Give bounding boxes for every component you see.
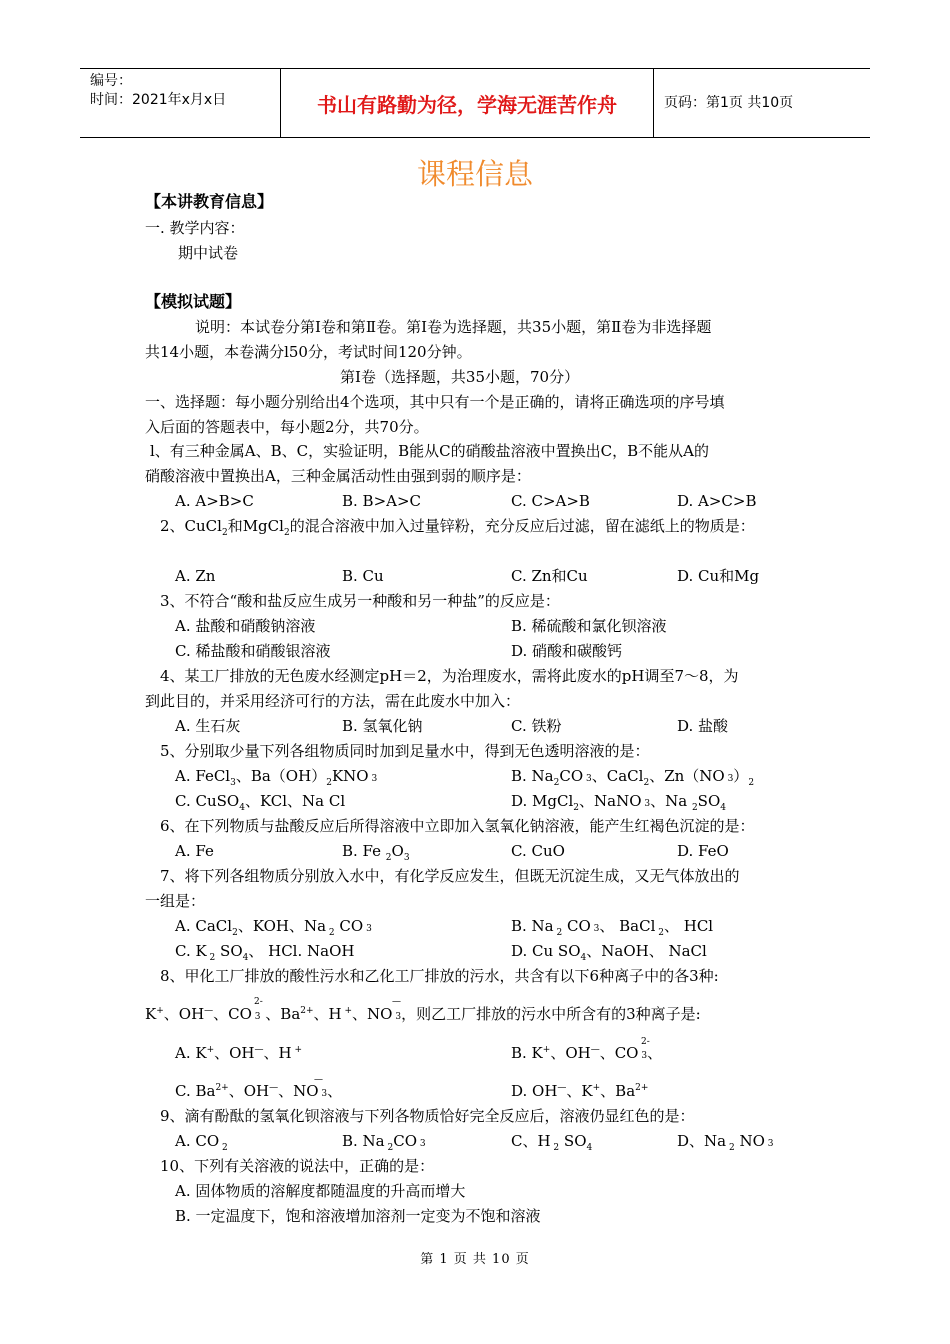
q3-option-c: C. 稀盐酸和硝酸银溶液 [175, 642, 331, 660]
q8-charge-2minus: 2- [254, 997, 263, 1007]
q9-option-c: C、H $_2$ $SO_4$ [511, 1132, 593, 1153]
part1-title: 第Ⅰ卷（选择题，共35小题，70分） [340, 368, 580, 386]
q7-line-2: 一组是： [145, 892, 206, 910]
header-right-cell [654, 69, 870, 137]
header-center-cell [281, 69, 654, 137]
instruction-line-2: 入后面的答题表中，每小题2分，共70分。 [145, 418, 429, 436]
q1-line-2: 硝酸溶液中置换出A，三种金属活动性由强到弱的顺序是： [145, 467, 531, 485]
time-label: 时间：2021年x月x日 [90, 92, 227, 108]
instruction-line-1: 一、选择题：每小题分别给出4个选项，其中只有一个是正确的，请将正确选项的序号填 [145, 393, 725, 411]
q6-option-c: C. CuO [511, 842, 565, 860]
q3-line: 3、不符合“酸和盐反应生成另一种酸和另一种盐”的反应是： [160, 592, 560, 610]
q8-c-charge: — [314, 1075, 323, 1085]
q5-option-a: A. FeCl$_3$、$Ba(OH)_2KNO$ 3 [175, 767, 378, 788]
q1-line-1: l、有三种金属A、B、C，实验证明，B能从C的硝酸盐溶液中置换出C，B不能从A的 [150, 442, 709, 460]
q8-charge-minus: — [392, 997, 401, 1007]
section-heading-info: 【本讲教育信息】 [145, 192, 274, 211]
q6-line: 6、在下列物质与盐酸反应后所得溶液中立即加入氢氧化钠溶液，能产生红褐色沉淀的是： [160, 817, 755, 835]
q8-line-2: K+、OH—、CO 3 、$Ba^{2+}$、H +、NO 3，则乙工厂排放的污水中所含有的3种离子是: [145, 1005, 701, 1023]
q4-option-c: C. 铁粉 [511, 717, 562, 735]
q10-option-a: A. 固体物质的溶解度都随温度的升高而增大 [175, 1182, 466, 1200]
q3-option-a: A. 盐酸和硝酸钠溶液 [175, 617, 316, 635]
q7-option-d: D. Cu $SO_4$、NaOH、 NaCl [511, 942, 707, 963]
header-left-cell [80, 69, 281, 137]
header-table [80, 68, 870, 138]
q2-text-1: 2、CuCl [160, 517, 222, 535]
q10-option-b: B. 一定温度下，饱和溶液增加溶剂一定变为不饱和溶液 [175, 1207, 541, 1225]
q7-option-b: B. Na $_2$ CO 3、 BaCl $_2$、 HCl [511, 917, 714, 938]
q4-line-2: 到此目的，并采用经济可行的方法，需在此废水中加入： [145, 692, 521, 710]
q10-line: 10、下列有关溶液的说法中，正确的是： [160, 1157, 435, 1175]
q7-option-a: A. CaCl$_2$、KOH、Na $_2$ CO 3 [175, 917, 372, 938]
q1-option-b: B. B>A>C [342, 492, 422, 510]
q8-text: ，则乙工厂排放的污水中所含有的3种离子是: [401, 1005, 701, 1023]
q6-option-a: A. Fe [175, 842, 214, 860]
q2-option-c: C. Zn和Cu [511, 567, 588, 585]
q4-option-d: D. 盐酸 [677, 717, 729, 735]
q9-line: 9、滴有酚酞的氢氧化钡溶液与下列各物质恰好完全反应后，溶液仍显红色的是： [160, 1107, 695, 1125]
page-info: 页码：第1页 共10页 [664, 94, 794, 111]
teaching-content-label: 一. 教学内容： [145, 219, 245, 237]
code-label: 编号： [90, 73, 132, 89]
q8-option-a: A. K+、OH—、H + [175, 1044, 303, 1062]
q7-line-1: 7、将下列各组物质分别放入水中，有化学反应发生，但既无沉淀生成，又无气体放出的 [160, 867, 740, 885]
teaching-content-value: 期中试卷 [178, 244, 239, 262]
q2-option-b: B. Cu [342, 567, 384, 585]
q5-option-b: B. $Na_2CO$ 3、CaCl$_2$、Zn（NO $3)_2$ [511, 767, 755, 788]
q2-option-a: A. Zn [175, 567, 216, 585]
q6-option-d: D. FeO [677, 842, 729, 860]
q1-option-c: C. C>A>B [511, 492, 590, 510]
q2-text-2: 和MgCl [227, 517, 284, 535]
motto: 书山有路勤为径，学海无涯苦作舟 [317, 92, 617, 117]
q9-option-b: B. Na $_2$CO 3 [342, 1132, 426, 1153]
q5-line: 5、分别取少量下列各组物质同时加到足量水中，得到无色透明溶液的是： [160, 742, 650, 760]
q2-text-3: 的混合溶液中加入过量锌粉，充分反应后过滤，留在滤纸上的物质是： [289, 517, 755, 535]
q8-option-d: D. OH—、K+、$Ba^{2+}$ [511, 1082, 649, 1100]
q5-option-d: D. MgCl$_2$、NaNO 3、Na $_2SO_4$ [511, 792, 726, 813]
q1-option-a: A. A>B>C [175, 492, 254, 510]
q4-line-1: 4、某工厂排放的无色废水经测定pH＝2，为治理废水，需将此废水的pH调至7～8，为 [160, 667, 739, 685]
page-title: 课程信息 [416, 157, 533, 191]
q4-option-b: B. 氢氧化钠 [342, 717, 423, 735]
q5-option-c: C. CuSO$_4$、KCl、Na Cl [175, 792, 346, 813]
intro-line-2: 共14小题，本卷满分l50分，考试时间120分钟。 [145, 343, 472, 361]
q8-line-1: 8、甲化工厂排放的酸性污水和乙化工厂排放的污水，共含有以下6种离子中的各3种: [160, 967, 719, 985]
q8-option-b: B. K+、OH—、CO 3、 [511, 1044, 663, 1062]
q8-b-charge: 2- [641, 1037, 650, 1047]
page-footer: 第 1 页 共 10 页 [420, 1252, 530, 1267]
q3-option-d: D. 硝酸和碳酸钙 [511, 642, 623, 660]
q7-option-c: C. K $_2$ $SO_4$、 HCl. NaOH [175, 942, 355, 963]
q1-option-d: D. A>C>B [677, 492, 757, 510]
q2-option-d: D. Cu和Mg [677, 567, 760, 585]
q2-line: 2、CuCl$_2$和MgCl$_2$的混合溶液中加入过量锌粉，充分反应后过滤，留在滤纸上的物质是： [160, 517, 755, 538]
q9-option-d: D、Na $_2$ NO 3 [677, 1132, 774, 1153]
q9-option-a: A. CO $_2$ [175, 1132, 228, 1153]
q4-option-a: A. 生石灰 [175, 717, 241, 735]
q6-option-b: B. Fe $_2O_3$ [342, 842, 410, 863]
q3-option-b: B. 稀硫酸和氯化钡溶液 [511, 617, 667, 635]
intro-line-1: 说明：本试卷分第Ⅰ卷和第Ⅱ卷。第Ⅰ卷为选择题，共35小题，第Ⅱ卷为非选择题 [195, 318, 712, 336]
section-heading-exam: 【模拟试题】 [145, 292, 242, 311]
q8-option-c: C. $Ba^{2+}$、OH—、NO 3、 [175, 1082, 343, 1100]
